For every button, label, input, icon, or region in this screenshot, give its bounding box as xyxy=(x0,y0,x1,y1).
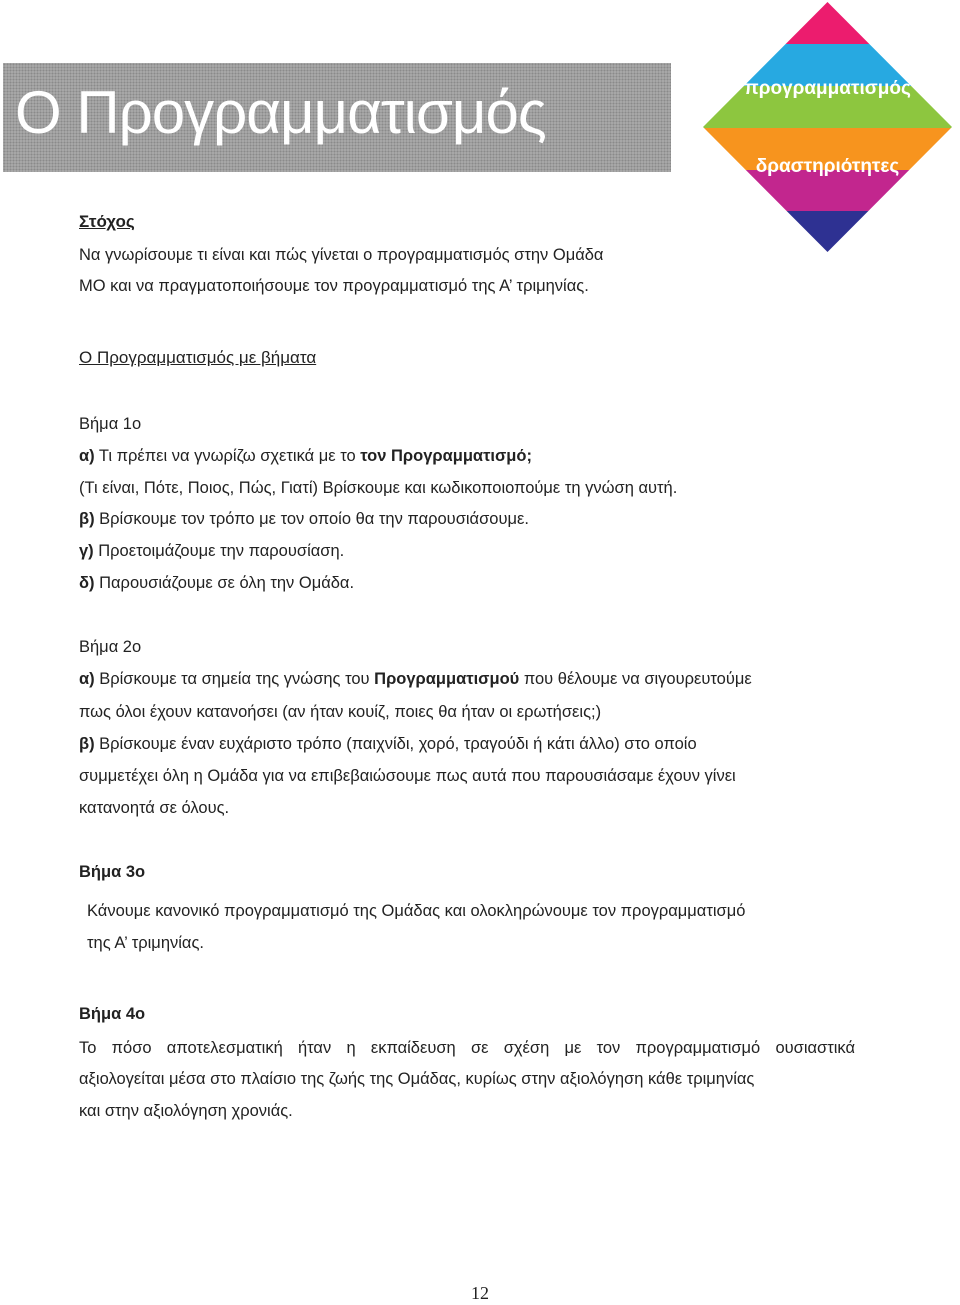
page-title: Ο Προγραμματισμός xyxy=(15,79,546,146)
step1-item-a-line2: (Τι είναι, Πότε, Ποιος, Πώς, Γιατί) Βρίσκουμε και κωδικοποιοπούμε τη γνώση αυτή. xyxy=(79,479,678,497)
step2-item-b xyxy=(79,734,697,755)
item-text: που θέλουμε να σιγουρευτούμε xyxy=(519,670,752,688)
item-text: Βρίσκουμε τα σημεία της γνώσης του xyxy=(94,670,375,688)
title-banner xyxy=(3,63,671,172)
step4-line-3: και στην αξιολόγηση χρονιάς. xyxy=(79,1102,293,1120)
item-text: Προετοιμάζουμε την παρουσίαση. xyxy=(93,542,345,560)
item-text: Βρίσκουμε έναν ευχάριστο τρόπο (παιχνίδι, χορό, τραγούδι ή κάτι άλλο) στο οποίο xyxy=(94,735,697,753)
item-prefix: β) xyxy=(79,510,95,528)
step4-line-2: αξιολογείται μέσα στο πλαίσιο της ζωής της Ομάδας, κυρίως στην αξιολόγηση κάθε τριμηνίας xyxy=(79,1070,755,1088)
item-text: Βρίσκουμε τον τρόπο με τον οποίο θα την παρουσιάσουμε. xyxy=(94,510,529,528)
step2-item-b-line3: κατανοητά σε όλους. xyxy=(79,799,230,817)
logo-bottom-text: δραστηριότητες xyxy=(755,156,900,177)
goal-line-1: Να γνωρίσουμε τι είναι και πώς γίνεται ο προγραμματισμός στην Ομάδα xyxy=(79,246,604,264)
item-prefix: β) xyxy=(79,735,95,753)
step2-item-a-line2: πως όλοι έχουν κατανοήσει (αν ήταν κουίζ, ποιες θα ήταν οι ερωτήσεις;) xyxy=(79,703,602,721)
step3-title: Βήμα 3ο xyxy=(79,863,146,881)
step4-title: Βήμα 4ο xyxy=(79,1005,146,1023)
logo-top-text: προγραμματισμός xyxy=(744,78,911,99)
item-prefix: α) xyxy=(79,447,95,465)
item-prefix: δ) xyxy=(79,574,95,592)
goal-line-2: ΜΟ και να πραγματοποιήσουμε τον προγραμματισμό της Α’ τριμηνίας. xyxy=(79,277,589,295)
step1-item-c xyxy=(79,541,344,562)
item-bold: τον Προγραμματισμό; xyxy=(360,447,532,465)
step1-item-b xyxy=(79,509,529,530)
step4-line-1: Το πόσο αποτελεσματική ήταν η εκπαίδευση σε σχέση με τον προγραμματισμό ουσιαστικά xyxy=(79,1039,855,1057)
item-text: Παρουσιάζουμε σε όλη την Ομάδα. xyxy=(94,574,355,592)
page-number: 12 xyxy=(471,1283,489,1303)
item-text: Τι πρέπει να γνωρίζω σχετικά με το xyxy=(94,447,361,465)
item-prefix: γ) xyxy=(79,542,94,560)
logo-stripe xyxy=(703,2,952,44)
goal-heading: Στόχος xyxy=(79,212,135,231)
logo-stripe xyxy=(703,211,952,252)
step3-line-2: της Α’ τριμηνίας. xyxy=(87,934,204,952)
item-bold: Προγραμματισμού xyxy=(374,670,520,688)
programming-logo xyxy=(703,2,952,252)
step2-item-a xyxy=(79,669,752,690)
item-prefix: α) xyxy=(79,670,95,688)
step2-title: Βήμα 2ο xyxy=(79,638,142,656)
step1-item-d xyxy=(79,573,354,594)
steps-heading: Ο Προγραμματισμός με βήματα xyxy=(79,348,317,367)
step3-line-1: Κάνουμε κανονικό προγραμματισμό της Ομάδας και ολοκληρώνουμε τον προγραμματισμό xyxy=(87,902,746,920)
step1-item-a xyxy=(79,446,532,467)
step2-item-b-line2: συμμετέχει όλη η Ομάδα για να επιβεβαιώσουμε πως αυτά που παρουσιάσαμε έχουν γίνει xyxy=(79,767,736,785)
step1-title: Βήμα 1ο xyxy=(79,415,142,433)
